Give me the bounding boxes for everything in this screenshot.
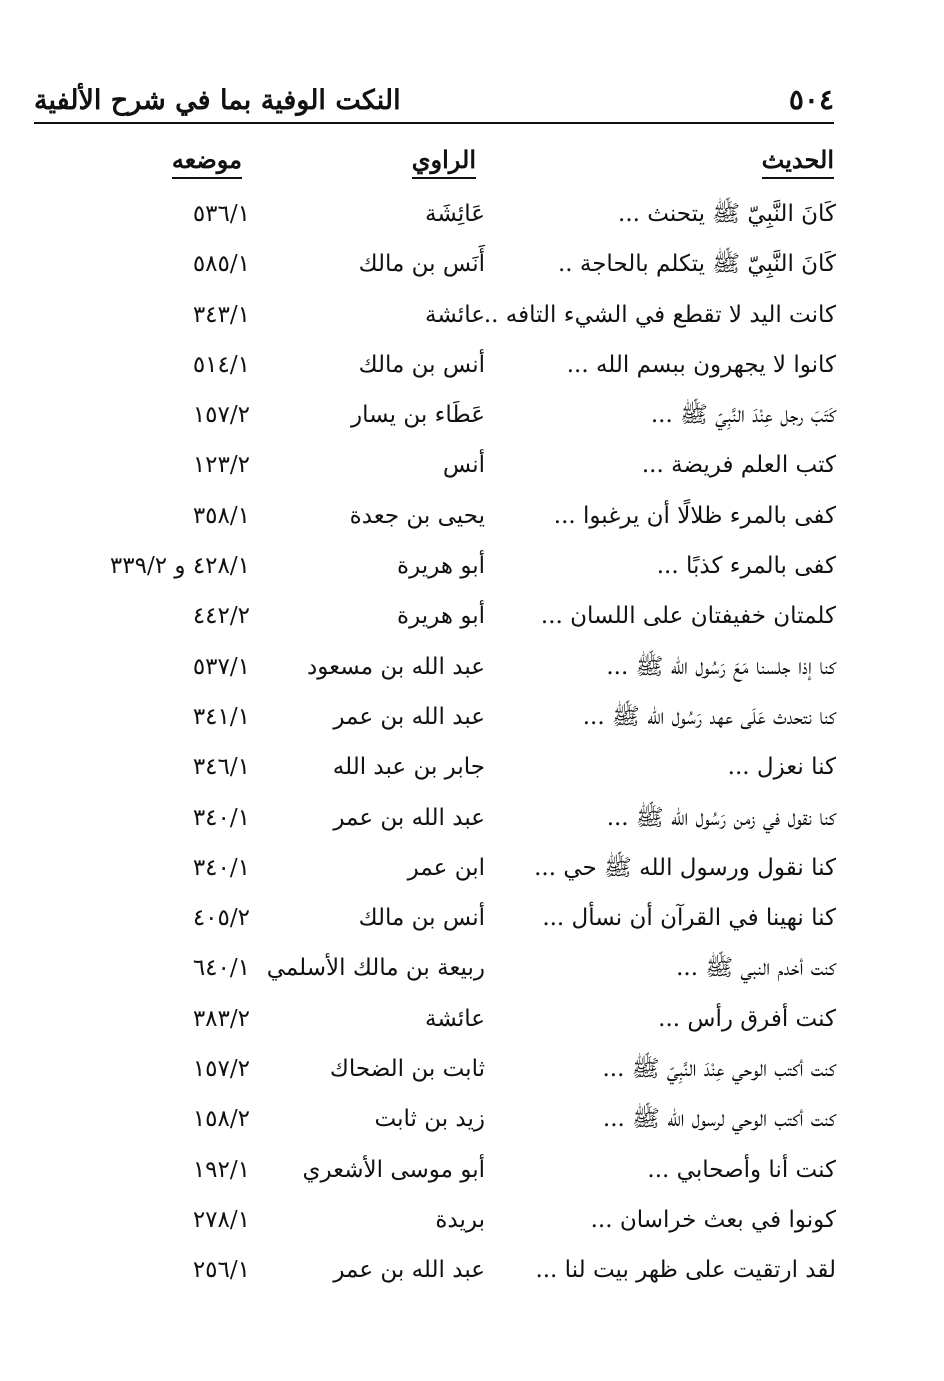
narrator-name: أنس	[442, 452, 485, 479]
table-row	[0, 844, 944, 894]
location-reference: ٣٨٣/٢	[192, 1005, 250, 1032]
location-reference: ٥١٤/١	[192, 351, 250, 378]
narrator-name: ابن عمر	[407, 854, 485, 881]
location-reference: ٤٤٢/٢	[192, 603, 250, 630]
table-row	[0, 693, 944, 743]
location-reference: ٦٤٠/١	[192, 955, 250, 982]
hadith-text: كَتَبَ رجل عِنْدَ النَّبِيّ ﷺ ...	[650, 402, 836, 429]
table-row	[0, 291, 944, 341]
table-row	[0, 1045, 944, 1095]
hadith-text: كنت أكتب الوحي عِنْدَ النَّبِيّ ﷺ ...	[602, 1056, 836, 1083]
table-row	[0, 492, 944, 542]
narrator-name: أبو هريرة	[397, 553, 485, 580]
location-reference: ٤٢٨/١ و ٣٣٩/٢	[109, 553, 250, 580]
column-header-narrator: الراوي	[412, 145, 476, 179]
table-row	[0, 1095, 944, 1145]
table-row	[0, 391, 944, 441]
location-reference: ٤٠٥/٢	[192, 905, 250, 932]
location-reference: ٥٣٦/١	[192, 201, 250, 227]
table-row	[0, 542, 944, 592]
hadith-text: كنت أكتب الوحي لرسول الله ﷺ ...	[602, 1106, 836, 1133]
column-header-hadith: الحديث	[762, 145, 834, 179]
hadith-text: كفى بالمرء كذبًا ...	[656, 553, 836, 580]
hadith-text: كانت اليد لا تقطع في الشيء التافه ..	[483, 301, 836, 328]
narrator-name: أَنَس بن مالك	[358, 251, 485, 278]
hadith-text: كَانَ النَّبِيّ ﷺ يتكلم بالحاجة ..	[557, 251, 836, 278]
table-row	[0, 441, 944, 491]
location-reference: ١٩٢/١	[192, 1156, 250, 1183]
narrator-name: جابر بن عبد الله	[332, 754, 485, 781]
narrator-name: أنس بن مالك	[358, 351, 485, 378]
location-reference: ٣٤٠/١	[192, 854, 250, 881]
hadith-text: كنا نقول في زمن رَسُول الله ﷺ ...	[606, 804, 836, 831]
table-row	[0, 592, 944, 642]
narrator-name: ثابت بن الضحاك	[329, 1056, 485, 1083]
narrator-name: عَائِشَة	[425, 201, 485, 227]
table-row	[0, 1196, 944, 1246]
table-header	[0, 145, 944, 187]
table-row	[0, 643, 944, 693]
hadith-text: كفى بالمرء ظلالًا أن يرغبوا ...	[553, 502, 836, 529]
hadith-text: كانوا لا يجهرون ببسم الله ...	[566, 351, 836, 378]
table-row	[0, 894, 944, 944]
running-title: النكت الوفية بما في شرح الألفية	[34, 85, 401, 116]
hadith-text: كنت أفرق رأس ...	[658, 1005, 836, 1032]
location-reference: ١٥٧/٢	[192, 402, 250, 429]
hadith-index-table	[0, 190, 944, 1297]
narrator-name: عبد الله بن عمر	[333, 703, 485, 730]
hadith-text: كنا نعزل ...	[727, 754, 836, 781]
narrator-name: أبو موسى الأشعري	[302, 1156, 485, 1183]
column-header-location: موضعه	[172, 145, 242, 179]
table-row	[0, 794, 944, 844]
page-header	[34, 76, 834, 124]
hadith-text: لقد ارتقيت على ظهر بيت لنا ...	[535, 1257, 836, 1284]
location-reference: ١٥٨/٢	[192, 1106, 250, 1133]
hadith-text: كونوا في بعث خراسان ...	[590, 1206, 836, 1233]
hadith-text: كنت أنا وأصحابي ...	[647, 1156, 836, 1183]
narrator-name: عائشة	[425, 301, 485, 328]
location-reference: ١٢٣/٢	[192, 452, 250, 479]
narrator-name: أبو هريرة	[397, 603, 485, 630]
table-row	[0, 1246, 944, 1296]
location-reference: ٣٤٠/١	[192, 804, 250, 831]
page-number: ٥٠٤	[788, 83, 834, 116]
hadith-text: كنا نقول ورسول الله ﷺ حي ...	[534, 854, 836, 881]
table-row	[0, 944, 944, 994]
narrator-name: أنس بن مالك	[358, 905, 485, 932]
hadith-text: كنا إذا جلسنا مَعَ رَسُول الله ﷺ ...	[606, 653, 836, 680]
hadith-text: كنت أخدم النبي ﷺ ...	[676, 955, 836, 982]
hadith-text: كَانَ النَّبِيّ ﷺ يتحنث ...	[618, 201, 836, 227]
table-row	[0, 1146, 944, 1196]
table-row	[0, 341, 944, 391]
location-reference: ٢٧٨/١	[192, 1206, 250, 1233]
narrator-name: عبد الله بن مسعود	[307, 653, 485, 680]
table-row	[0, 743, 944, 793]
location-reference: ١٥٧/٢	[192, 1056, 250, 1083]
table-row	[0, 995, 944, 1045]
narrator-name: بريدة	[435, 1206, 485, 1233]
narrator-name: عبد الله بن عمر	[333, 804, 485, 831]
narrator-name: زيد بن ثابت	[374, 1106, 485, 1133]
narrator-name: عبد الله بن عمر	[333, 1257, 485, 1284]
hadith-text: كنا نهينا في القرآن أن نسأل ...	[542, 905, 836, 932]
table-row	[0, 240, 944, 290]
narrator-name: ربيعة بن مالك الأسلمي	[266, 955, 485, 982]
narrator-name: يحيى بن جعدة	[349, 502, 485, 529]
table-row	[0, 190, 944, 240]
location-reference: ٣٤٦/١	[192, 754, 250, 781]
hadith-text: كلمتان خفيفتان على اللسان ...	[540, 603, 836, 630]
location-reference: ٣٥٨/١	[192, 502, 250, 529]
location-reference: ٥٣٧/١	[192, 653, 250, 680]
hadith-text: كنا نتحدث عَلَى عهد رَسُول الله ﷺ ...	[582, 703, 836, 730]
location-reference: ٢٥٦/١	[192, 1257, 250, 1284]
hadith-text: كتب العلم فريضة ...	[641, 452, 836, 479]
location-reference: ٥٨٥/١	[192, 251, 250, 278]
narrator-name: عائشة	[425, 1005, 485, 1032]
location-reference: ٣٤٣/١	[192, 301, 250, 328]
location-reference: ٣٤١/١	[192, 703, 250, 730]
narrator-name: عَطَاء بن يسار	[351, 402, 485, 429]
